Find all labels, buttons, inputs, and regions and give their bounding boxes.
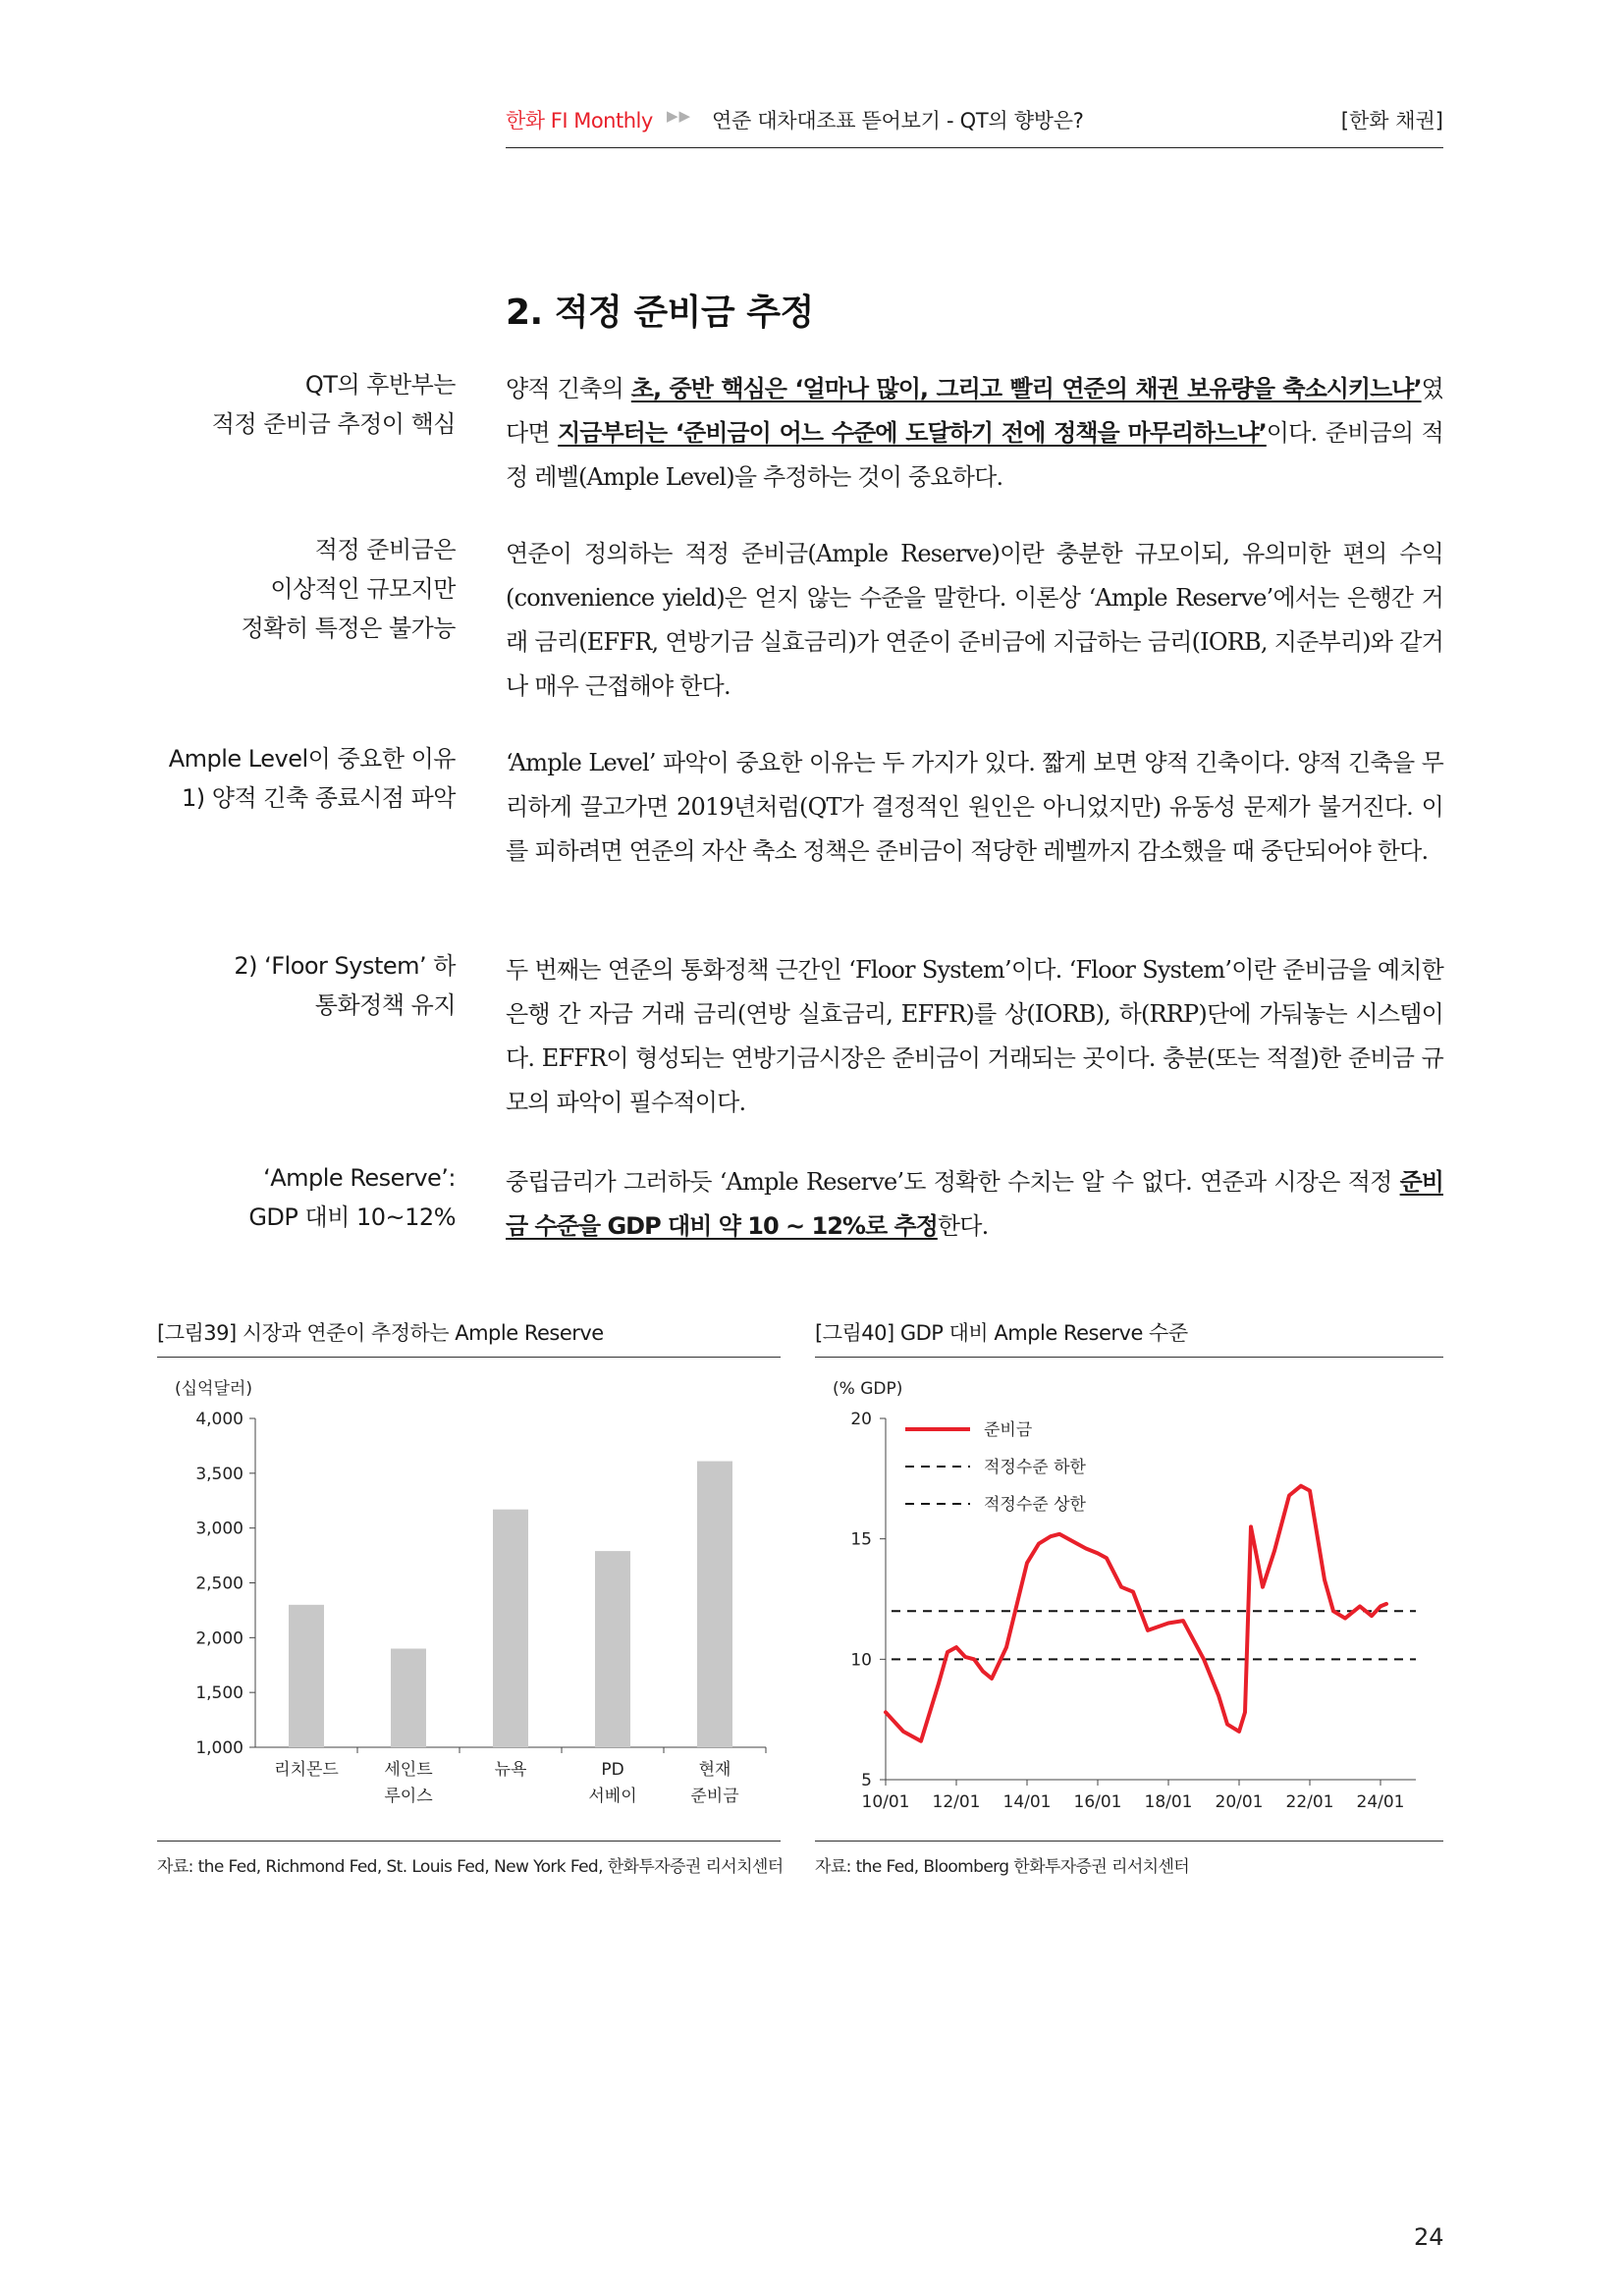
y-tick-label: 15 [850,1529,872,1550]
y-tick-label: 3,500 [195,1464,244,1484]
report-subtitle: 연준 대차대조표 뜯어보기 - QT의 향방은? [712,109,1084,133]
side-note-line: GDP 대비 10~12% [248,1203,456,1231]
x-tick-label: 현재 [698,1760,731,1780]
body-text: ‘Ample Level’ 파악이 중요한 이유는 두 가지가 있다. 짧게 보면 양적 긴축이다. 양적 긴축을 무리하게 끌고가면 2019년처럼(QT가 결정적인 원인은 아니었지만) 유동성 문제가 불거진다. 이를 피하려면 연준의 자산 축소 정책은 준비금이 적당한 레벨까지 감소했을 때 중단되어야 한다. [506,749,1443,865]
side-note [161,946,456,1025]
x-tick-label: 16/01 [1073,1792,1122,1812]
figure-39-title: [그림39] 시장과 연준이 추정하는 Ample Reserve [157,1321,604,1345]
x-tick-label: 14/01 [1002,1792,1052,1812]
side-note-line: 1) 양적 긴축 종료시점 파악 [182,784,456,812]
figure-40-top-rule [815,1357,1443,1358]
y-tick-label: 3,000 [195,1519,244,1539]
x-tick-label: 루이스 [384,1787,433,1806]
y-tick-label: 4,000 [195,1410,244,1429]
side-note-line: 정확히 특정은 불가능 [241,614,456,642]
figure-40-title: [그림40] GDP 대비 Ample Reserve 수준 [815,1321,1188,1345]
report-category-tag: [한화 채권] [1340,109,1443,133]
side-note [161,365,456,444]
page-header [506,100,1443,148]
x-tick-label: 세인트 [384,1760,433,1780]
y-tick-label: 1,500 [195,1683,244,1704]
legend-label: 준비금 [984,1420,1033,1440]
bar [595,1551,630,1747]
x-tick-label: 18/01 [1144,1792,1193,1812]
bar [493,1510,528,1747]
bar [289,1605,324,1747]
body-text: 이다. 준비금의 적정 레벨(Ample Level)을 추정하는 것이 중요하다. [506,419,1443,491]
reserve-series-line [886,1486,1386,1741]
figure-39-source: 자료: the Fed, Richmond Fed, St. Louis Fed, New York Fed, 한화투자증권 리서치센터 [157,1857,784,1877]
body-paragraph [506,532,1443,709]
emphasis-text: 지금부터는 ‘준비금이 어느 수준에 도달하기 전에 정책을 마무리하느냐’ [558,419,1267,447]
side-note-line: ‘Ample Reserve’: [263,1164,456,1192]
page-number: 24 [1414,2223,1444,2251]
figure-39-top-rule [157,1357,781,1358]
legend-label: 적정수준 상한 [984,1495,1086,1515]
body-paragraph [506,367,1443,500]
figure-40-bottom-rule [815,1841,1443,1842]
side-note-line: 통화정책 유지 [314,991,456,1019]
body-text: 였다면 [506,375,1443,447]
legend-label: 적정수준 하한 [984,1458,1086,1477]
side-note-line: QT의 후반부는 [304,371,456,399]
x-tick-label: 리치몬드 [274,1760,339,1780]
side-note-line: 적정 준비금 추정이 핵심 [211,410,456,438]
x-tick-label: PD [601,1760,624,1780]
figure-39-bottom-rule [157,1841,781,1842]
body-text: 한다. [937,1212,989,1240]
y-axis-unit-label: (% GDP) [833,1379,903,1399]
y-tick-label: 20 [850,1410,872,1429]
x-tick-label: 뉴욕 [494,1760,527,1780]
figure-40-source: 자료: the Fed, Bloomberg 한화투자증권 리서치센터 [815,1857,1190,1877]
y-tick-label: 2,000 [195,1629,244,1649]
y-tick-label: 2,500 [195,1574,244,1594]
y-axis-unit-label: (십억달러) [175,1379,252,1399]
brand-title: 한화 FI Monthly [506,109,653,133]
bar [391,1649,426,1748]
x-tick-label: 준비금 [690,1787,739,1806]
y-tick-label: 10 [850,1650,872,1671]
side-note-line: Ample Level이 중요한 이유 [168,745,456,773]
side-note-line: 이상적인 규모지만 [270,575,456,603]
body-text: 양적 긴축의 [506,375,631,402]
bar [697,1462,732,1747]
x-tick-label: 12/01 [932,1792,981,1812]
figure-39-bar-chart [157,1364,785,1826]
x-tick-label: 24/01 [1356,1792,1405,1812]
body-text: 두 번째는 연준의 통화정책 근간인 ‘Floor System’이다. ‘Floor System’이란 준비금을 예치한 은행 간 자금 거래 금리(연방 실효금리, EFFR)를 상(IORB), 하(RRP)단에 가둬놓는 시스템이다. EFFR이 형성되는 연방기금시장은 준비금이 거래되는 곳이다. 충분(또는 적절)한 준비금 규모의 파악이 필수적이다. [506,956,1443,1116]
body-paragraph [506,1160,1443,1249]
body-paragraph [506,948,1443,1125]
side-note-line: 적정 준비금은 [314,536,456,563]
side-note-line: 2) ‘Floor System’ 하 [234,952,456,980]
breadcrumb-arrows-icon: ▶▶ [667,107,692,125]
y-tick-label: 1,000 [195,1738,244,1758]
body-paragraph [506,741,1443,874]
emphasis-text: 준비금 수준을 GDP 대비 약 10 ~ 12%로 추정 [506,1168,1443,1240]
side-note [161,1158,456,1237]
emphasis-text: 초, 중반 핵심은 ‘얼마나 많이, 그리고 빨리 연준의 채권 보유량을 축소시키느냐’ [630,375,1422,402]
x-tick-label: 10/01 [861,1792,910,1812]
section-title: 2. 적정 준비금 추정 [506,293,814,333]
side-note [161,739,456,818]
x-tick-label: 서베이 [588,1787,637,1806]
body-text: 중립금리가 그러하듯 ‘Ample Reserve’도 정확한 수치는 알 수 없다. 연준과 시장은 적정 [506,1168,1400,1196]
body-text: 연준이 정의하는 적정 준비금(Ample Reserve)이란 충분한 규모이되, 유의미한 편의 수익(convenience yield)은 얻지 않는 수준을 말한다. 이론상 ‘Ample Reserve’에서는 은행간 거래 금리(EFFR, 연방기금 실효금리)가 연준이 준비금에 지급하는 금리(IORB, 지준부리)와 같거나 매우 근접해야 한다. [506,540,1443,700]
x-tick-label: 20/01 [1215,1792,1264,1812]
y-tick-label: 5 [861,1771,872,1790]
x-tick-label: 22/01 [1285,1792,1334,1812]
side-note [161,530,456,648]
figure-40-line-chart [815,1364,1448,1826]
